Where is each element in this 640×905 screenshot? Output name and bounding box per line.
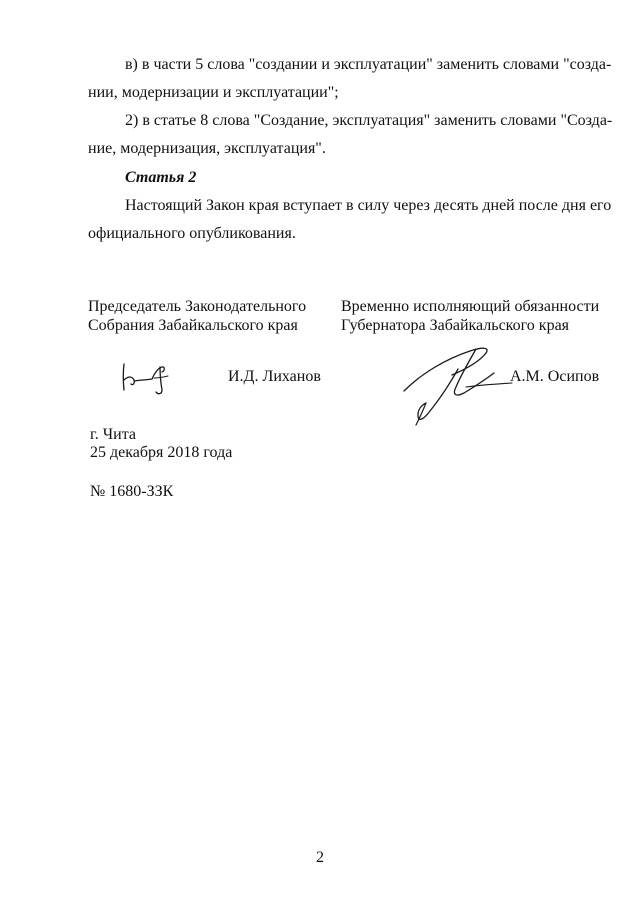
city: г. Чита	[90, 426, 137, 443]
right-signatory-title-line1: Временно исполняющий обязанности	[341, 298, 600, 315]
left-handwritten-signature	[118, 358, 178, 398]
amendment-v-line2: нии, модернизации и эксплуатации";	[88, 84, 339, 101]
article-heading: Статья 2	[125, 169, 197, 186]
left-signatory-title-line2: Собрания Забайкальского края	[88, 317, 298, 334]
amendment-2-line1: 2) в статье 8 слова "Создание, эксплуатация" заменить словами "Созда-	[125, 112, 613, 129]
amendment-2-line2: ние, модернизация, эксплуатация".	[88, 140, 326, 157]
right-signatory-title-line2: Губернатора Забайкальского края	[341, 317, 570, 334]
signing-date: 25 декабря 2018 года	[90, 444, 233, 461]
article-line1: Настоящий Закон края вступает в силу через десять дней после дня его	[125, 197, 612, 214]
right-handwritten-signature	[400, 343, 515, 428]
left-signatory-name: И.Д. Лиханов	[228, 368, 321, 385]
page-number: 2	[316, 849, 324, 866]
left-signatory-title-line1: Председатель Законодательного	[88, 298, 307, 315]
article-line2: официального опубликования.	[88, 225, 296, 242]
amendment-v-line1: в) в части 5 слова "создании и эксплуатации" заменить словами "созда-	[125, 56, 612, 73]
law-number: № 1680-ЗЗК	[90, 483, 174, 500]
right-signatory-name: А.М. Осипов	[510, 368, 600, 385]
